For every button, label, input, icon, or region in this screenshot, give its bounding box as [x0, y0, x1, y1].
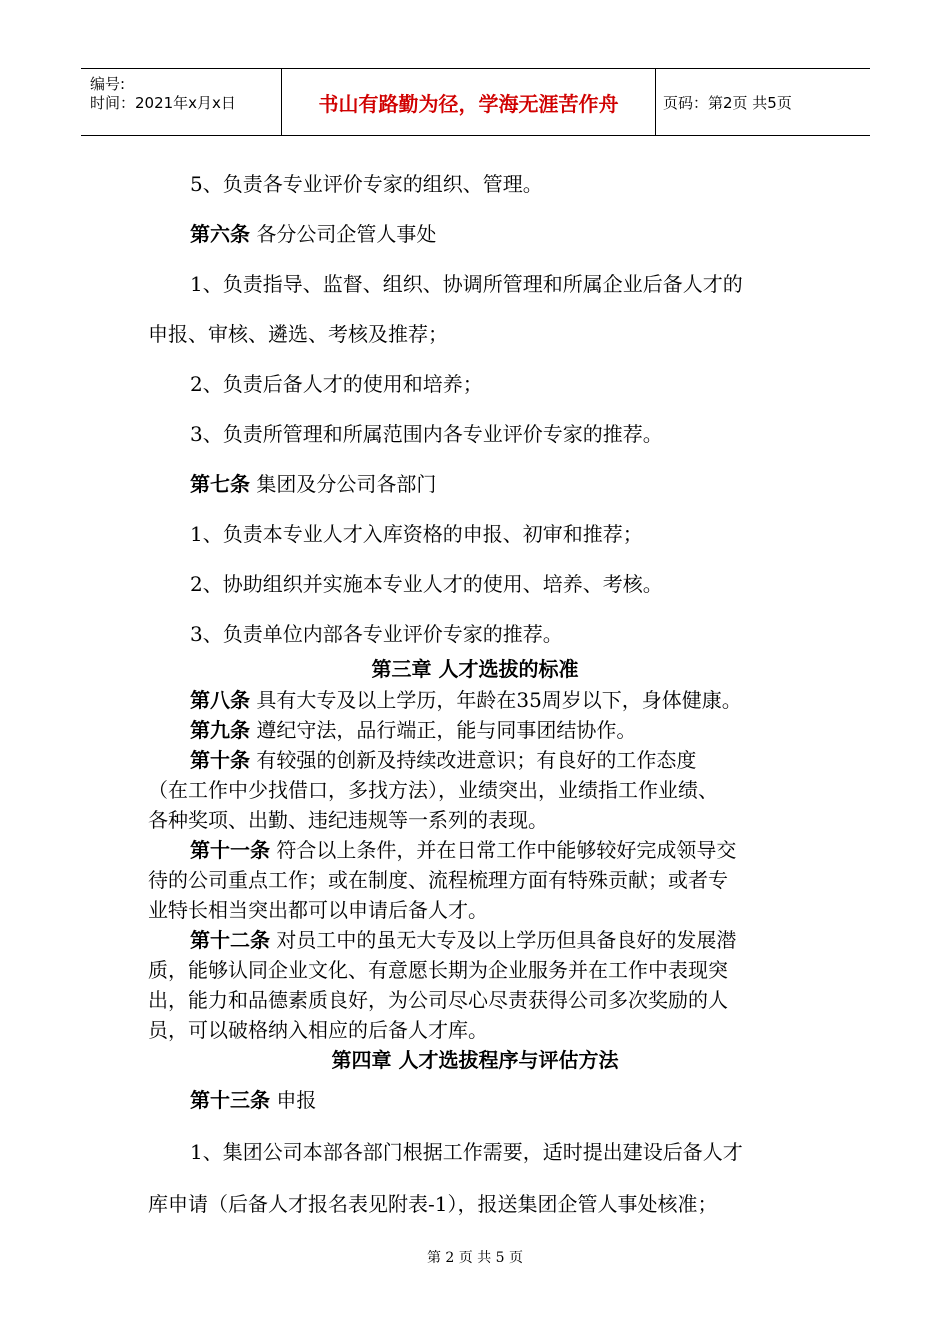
article-title: 第十三条 — [190, 1088, 270, 1112]
article-6 — [190, 220, 436, 248]
text-line: 待的公司重点工作；或在制度、流程梳理方面有特殊贡献；或者专 — [148, 868, 728, 892]
article-11 — [190, 836, 736, 864]
text-line: 申报、审核、遴选、考核及推荐； — [148, 322, 448, 346]
text-line: （在工作中少找借口，多找方法），业绩突出，业绩指工作业绩、 — [148, 778, 718, 802]
text-line: 各种奖项、出勤、违纪违规等一系列的表现。 — [148, 808, 548, 832]
article-text: 申报 — [270, 1088, 317, 1112]
page-header — [81, 68, 870, 136]
article-title: 第九条 — [190, 718, 250, 742]
article-7 — [190, 470, 436, 498]
article-title: 第七条 — [190, 472, 250, 496]
article-title: 第八条 — [190, 688, 250, 712]
article-9 — [190, 716, 636, 744]
article-title: 第十二条 — [190, 928, 270, 952]
text-line: 出，能力和品德素质良好，为公司尽心尽责获得公司多次奖励的人 — [148, 988, 728, 1012]
article-8 — [190, 686, 742, 714]
text-line: 库申请（后备人才报名表见附表-1），报送集团企管人事处核准； — [148, 1192, 718, 1216]
text-line: 业特长相当突出都可以申请后备人才。 — [148, 898, 488, 922]
chapter-3-heading: 第三章 人才选拔的标准 — [371, 657, 579, 681]
chapter-4-heading: 第四章 人才选拔程序与评估方法 — [331, 1048, 619, 1072]
code-label: 编号: — [90, 75, 126, 93]
date-label: 时间：2021年x月x日 — [90, 94, 236, 112]
page-footer: 第 2 页 共 5 页 — [426, 1250, 524, 1266]
article-text: 各分公司企管人事处 — [250, 222, 437, 246]
text-line: 员，可以破格纳入相应的后备人才库。 — [148, 1018, 488, 1042]
header-meta — [81, 69, 282, 135]
article-text: 对员工中的虽无大专及以上学历但具备良好的发展潜 — [270, 928, 737, 952]
text-line: 2、负责后备人才的使用和培养； — [190, 372, 483, 396]
header-slogan: 书山有路勤为径，学海无涯苦作舟 — [282, 69, 656, 135]
article-text: 具有大专及以上学历，年龄在35周岁以下，身体健康。 — [250, 688, 742, 712]
text-line: 2、协助组织并实施本专业人才的使用、培养、考核。 — [190, 572, 663, 596]
text-line: 质，能够认同企业文化、有意愿长期为企业服务并在工作中表现突 — [148, 958, 728, 982]
article-12 — [190, 926, 736, 954]
text-line: 1、负责指导、监督、组织、协调所管理和所属企业后备人才的 — [190, 272, 743, 296]
article-13 — [190, 1086, 316, 1114]
article-title: 第十一条 — [190, 838, 270, 862]
header-page-label: 页码：第2页 共5页 — [663, 93, 792, 112]
text-line: 1、负责本专业人才入库资格的申报、初审和推荐； — [190, 522, 643, 546]
article-text: 遵纪守法，品行端正，能与同事团结协作。 — [250, 718, 637, 742]
text-line: 3、负责单位内部各专业评价专家的推荐。 — [190, 622, 563, 646]
article-title: 第六条 — [190, 222, 250, 246]
article-text: 符合以上条件，并在日常工作中能够较好完成领导交 — [270, 838, 737, 862]
article-10 — [190, 746, 696, 774]
text-line: 1、集团公司本部各部门根据工作需要，适时提出建设后备人才 — [190, 1140, 743, 1164]
text-line: 5、负责各专业评价专家的组织、管理。 — [190, 172, 543, 196]
article-title: 第十条 — [190, 748, 250, 772]
text-line: 3、负责所管理和所属范围内各专业评价专家的推荐。 — [190, 422, 663, 446]
article-text: 有较强的创新及持续改进意识；有良好的工作态度 — [250, 748, 697, 772]
article-text: 集团及分公司各部门 — [250, 472, 437, 496]
